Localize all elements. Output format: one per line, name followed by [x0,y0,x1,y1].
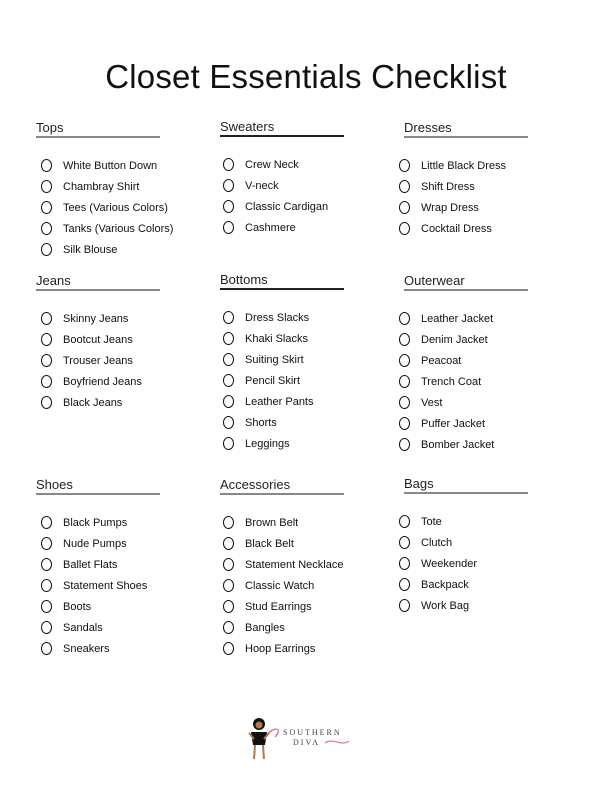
checklist-item[interactable] [36,638,206,659]
checklist-item-label: Trench Coat [421,375,482,388]
checklist-item-label: Boots [63,600,92,613]
checklist-item[interactable] [218,307,390,328]
checklist-item[interactable] [394,434,574,455]
checklist-item[interactable] [36,308,206,329]
circle-checkbox-icon[interactable] [41,201,52,214]
section-sweaters [220,119,390,238]
checklist [36,512,206,659]
checklist-item[interactable] [394,595,574,616]
checklist [36,155,206,260]
circle-checkbox-icon[interactable] [399,159,410,172]
checklist-item[interactable] [394,155,574,176]
svg-text:DIVA: DIVA [293,738,320,747]
section-heading: Bottoms [220,272,344,290]
circle-checkbox-icon[interactable] [399,578,410,591]
circle-checkbox-icon[interactable] [223,600,234,613]
circle-checkbox-icon[interactable] [399,354,410,367]
circle-checkbox-icon[interactable] [223,395,234,408]
checklist-item[interactable] [218,175,390,196]
circle-checkbox-icon[interactable] [41,621,52,634]
checklist-item-label: White Button Down [63,159,158,172]
section-dresses [404,120,574,239]
checklist-item-label: Bangles [245,621,285,634]
circle-checkbox-icon[interactable] [41,354,52,367]
checklist-item-label: Vest [421,396,443,409]
checklist-item[interactable] [218,575,390,596]
checklist-item[interactable] [218,412,390,433]
checklist-item-label: Silk Blouse [63,243,118,256]
checklist-item[interactable] [36,218,206,239]
circle-checkbox-icon[interactable] [399,557,410,570]
circle-checkbox-icon[interactable] [223,558,234,571]
checklist-item-label: Cashmere [245,221,296,234]
checklist-item[interactable] [36,239,206,260]
section-bags [404,476,574,616]
checklist-item-label: Leather Pants [245,395,314,408]
checklist-item-label: Cocktail Dress [421,222,492,235]
checklist-item-label: Black Pumps [63,516,128,529]
section-bottoms [220,272,390,454]
checklist-item[interactable] [394,574,574,595]
circle-checkbox-icon[interactable] [399,312,410,325]
checklist [404,155,574,239]
checklist-item[interactable] [36,575,206,596]
section-jeans [36,273,206,413]
checklist-item[interactable] [218,349,390,370]
checklist [220,154,390,238]
circle-checkbox-icon[interactable] [41,222,52,235]
checklist-item-label: Shift Dress [421,180,475,193]
checklist-item[interactable] [36,176,206,197]
circle-checkbox-icon[interactable] [223,516,234,529]
checklist-item-label: Wrap Dress [421,201,479,214]
circle-checkbox-icon[interactable] [399,536,410,549]
circle-checkbox-icon[interactable] [223,353,234,366]
circle-checkbox-icon[interactable] [399,417,410,430]
section-heading: Jeans [36,273,160,291]
checklist-item-label: Boyfriend Jeans [63,375,142,388]
checklist-item-label: Little Black Dress [421,159,506,172]
checklist-item-label: Puffer Jacket [421,417,485,430]
circle-checkbox-icon[interactable] [41,558,52,571]
checklist-item[interactable] [36,554,206,575]
circle-checkbox-icon[interactable] [41,180,52,193]
checklist-item[interactable] [218,433,390,454]
southern-diva-logo [245,715,360,760]
section-heading: Dresses [404,120,528,138]
checklist-item[interactable] [394,371,574,392]
circle-checkbox-icon[interactable] [223,537,234,550]
section-tops [36,120,206,260]
checklist-item-label: Classic Watch [245,579,315,592]
circle-checkbox-icon[interactable] [399,438,410,451]
circle-checkbox-icon[interactable] [41,600,52,613]
checklist-item[interactable] [36,329,206,350]
checklist-item-label: Hoop Earrings [245,642,316,655]
section-heading: Sweaters [220,119,344,137]
checklist-item-label: Backpack [421,578,469,591]
section-heading: Accessories [220,477,344,495]
section-outerwear [404,273,574,455]
circle-checkbox-icon[interactable] [223,642,234,655]
circle-checkbox-icon[interactable] [41,243,52,256]
checklist-item-label: Statement Necklace [245,558,344,571]
checklist-item[interactable] [218,154,390,175]
checklist-item[interactable] [36,350,206,371]
circle-checkbox-icon[interactable] [399,333,410,346]
section-heading: Bags [404,476,528,494]
checklist-item[interactable] [394,218,574,239]
checklist-item[interactable] [218,370,390,391]
checklist-item-label: Leggings [245,437,290,450]
checklist-item-label: Shorts [245,416,277,429]
checklist-item-label: Bomber Jacket [421,438,495,451]
circle-checkbox-icon[interactable] [223,621,234,634]
checklist-item-label: Tanks (Various Colors) [63,222,174,235]
section-heading: Shoes [36,477,160,495]
checklist-item-label: Brown Belt [245,516,299,529]
checklist-item-label: Bootcut Jeans [63,333,133,346]
checklist-item-label: Black Jeans [63,396,123,409]
checklist-item-label: Black Belt [245,537,294,550]
circle-checkbox-icon[interactable] [41,516,52,529]
circle-checkbox-icon[interactable] [223,311,234,324]
checklist-item[interactable] [394,176,574,197]
checklist-item[interactable] [36,512,206,533]
checklist-item[interactable] [36,596,206,617]
circle-checkbox-icon[interactable] [41,312,52,325]
circle-checkbox-icon[interactable] [41,159,52,172]
checklist-item[interactable] [36,197,206,218]
checklist-item-label: Work Bag [421,599,470,612]
checklist-item-label: Trouser Jeans [63,354,133,367]
checklist-item-label: Ballet Flats [63,558,118,571]
circle-checkbox-icon[interactable] [399,222,410,235]
circle-checkbox-icon[interactable] [223,332,234,345]
checklist-item-label: Peacoat [421,354,462,367]
section-heading: Tops [36,120,160,138]
circle-checkbox-icon[interactable] [41,642,52,655]
checklist-item[interactable] [218,328,390,349]
checklist-item[interactable] [218,617,390,638]
checklist-item[interactable] [394,350,574,371]
checklist-item[interactable] [218,391,390,412]
checklist-item-label: Tote [421,515,442,528]
circle-checkbox-icon[interactable] [223,221,234,234]
checklist-item[interactable] [394,308,574,329]
circle-checkbox-icon[interactable] [223,374,234,387]
circle-checkbox-icon[interactable] [223,579,234,592]
circle-checkbox-icon[interactable] [41,579,52,592]
checklist-item[interactable] [394,329,574,350]
section-accessories [220,477,390,659]
checklist [404,308,574,455]
checklist-item-label: Denim Jacket [421,333,488,346]
section-shoes [36,477,206,659]
circle-checkbox-icon[interactable] [41,396,52,409]
svg-text:SOUTHERN: SOUTHERN [283,728,342,737]
circle-checkbox-icon[interactable] [223,416,234,429]
checklist-item[interactable] [394,197,574,218]
checklist-item-label: Crew Neck [245,158,299,171]
circle-checkbox-icon[interactable] [399,396,410,409]
checklist-item[interactable] [394,553,574,574]
checklist-item-label: Pencil Skirt [245,374,301,387]
checklist-item-label: Suiting Skirt [245,353,304,366]
checklist [220,307,390,454]
checklist-item-label: Stud Earrings [245,600,312,613]
circle-checkbox-icon[interactable] [223,179,234,192]
page-title: Closet Essentials Checklist [105,58,507,95]
circle-checkbox-icon[interactable] [399,599,410,612]
checklist-item-label: V-neck [245,179,279,192]
checklist-item[interactable] [218,638,390,659]
diva-figure-icon [245,715,360,760]
checklist-item-label: Dress Slacks [245,311,310,324]
checklist-item-label: Sneakers [63,642,110,655]
checklist-item-label: Skinny Jeans [63,312,129,325]
checklist-item-label: Sandals [63,621,103,634]
checklist-item[interactable] [218,196,390,217]
checklist-item-label: Nude Pumps [63,537,127,550]
checklist-item-label: Chambray Shirt [63,180,140,193]
circle-checkbox-icon[interactable] [399,180,410,193]
checklist-item[interactable] [36,533,206,554]
circle-checkbox-icon[interactable] [399,375,410,388]
checklist-item[interactable] [394,532,574,553]
checklist-item[interactable] [218,533,390,554]
checklist-item[interactable] [394,511,574,532]
circle-checkbox-icon[interactable] [399,201,410,214]
checklist-item[interactable] [36,155,206,176]
section-heading: Outerwear [404,273,528,291]
checklist-item-label: Weekender [421,557,478,570]
checklist-item[interactable] [36,392,206,413]
checklist-item[interactable] [218,512,390,533]
checklist-item[interactable] [36,617,206,638]
checklist-item[interactable] [218,554,390,575]
checklist [220,512,390,659]
checklist-item-label: Classic Cardigan [245,200,329,213]
checklist-item[interactable] [36,371,206,392]
circle-checkbox-icon[interactable] [41,375,52,388]
circle-checkbox-icon[interactable] [223,158,234,171]
circle-checkbox-icon[interactable] [41,537,52,550]
checklist-item[interactable] [394,413,574,434]
circle-checkbox-icon[interactable] [223,200,234,213]
checklist-item[interactable] [394,392,574,413]
circle-checkbox-icon[interactable] [223,437,234,450]
checklist-item[interactable] [218,217,390,238]
checklist-item-label: Clutch [421,536,453,549]
checklist-item-label: Tees (Various Colors) [63,201,168,214]
circle-checkbox-icon[interactable] [41,333,52,346]
checklist-item[interactable] [218,596,390,617]
checklist-item-label: Khaki Slacks [245,332,308,345]
checklist-item-label: Statement Shoes [63,579,148,592]
circle-checkbox-icon[interactable] [399,515,410,528]
checklist-item-label: Leather Jacket [421,312,494,325]
checklist [404,511,574,616]
checklist [36,308,206,413]
